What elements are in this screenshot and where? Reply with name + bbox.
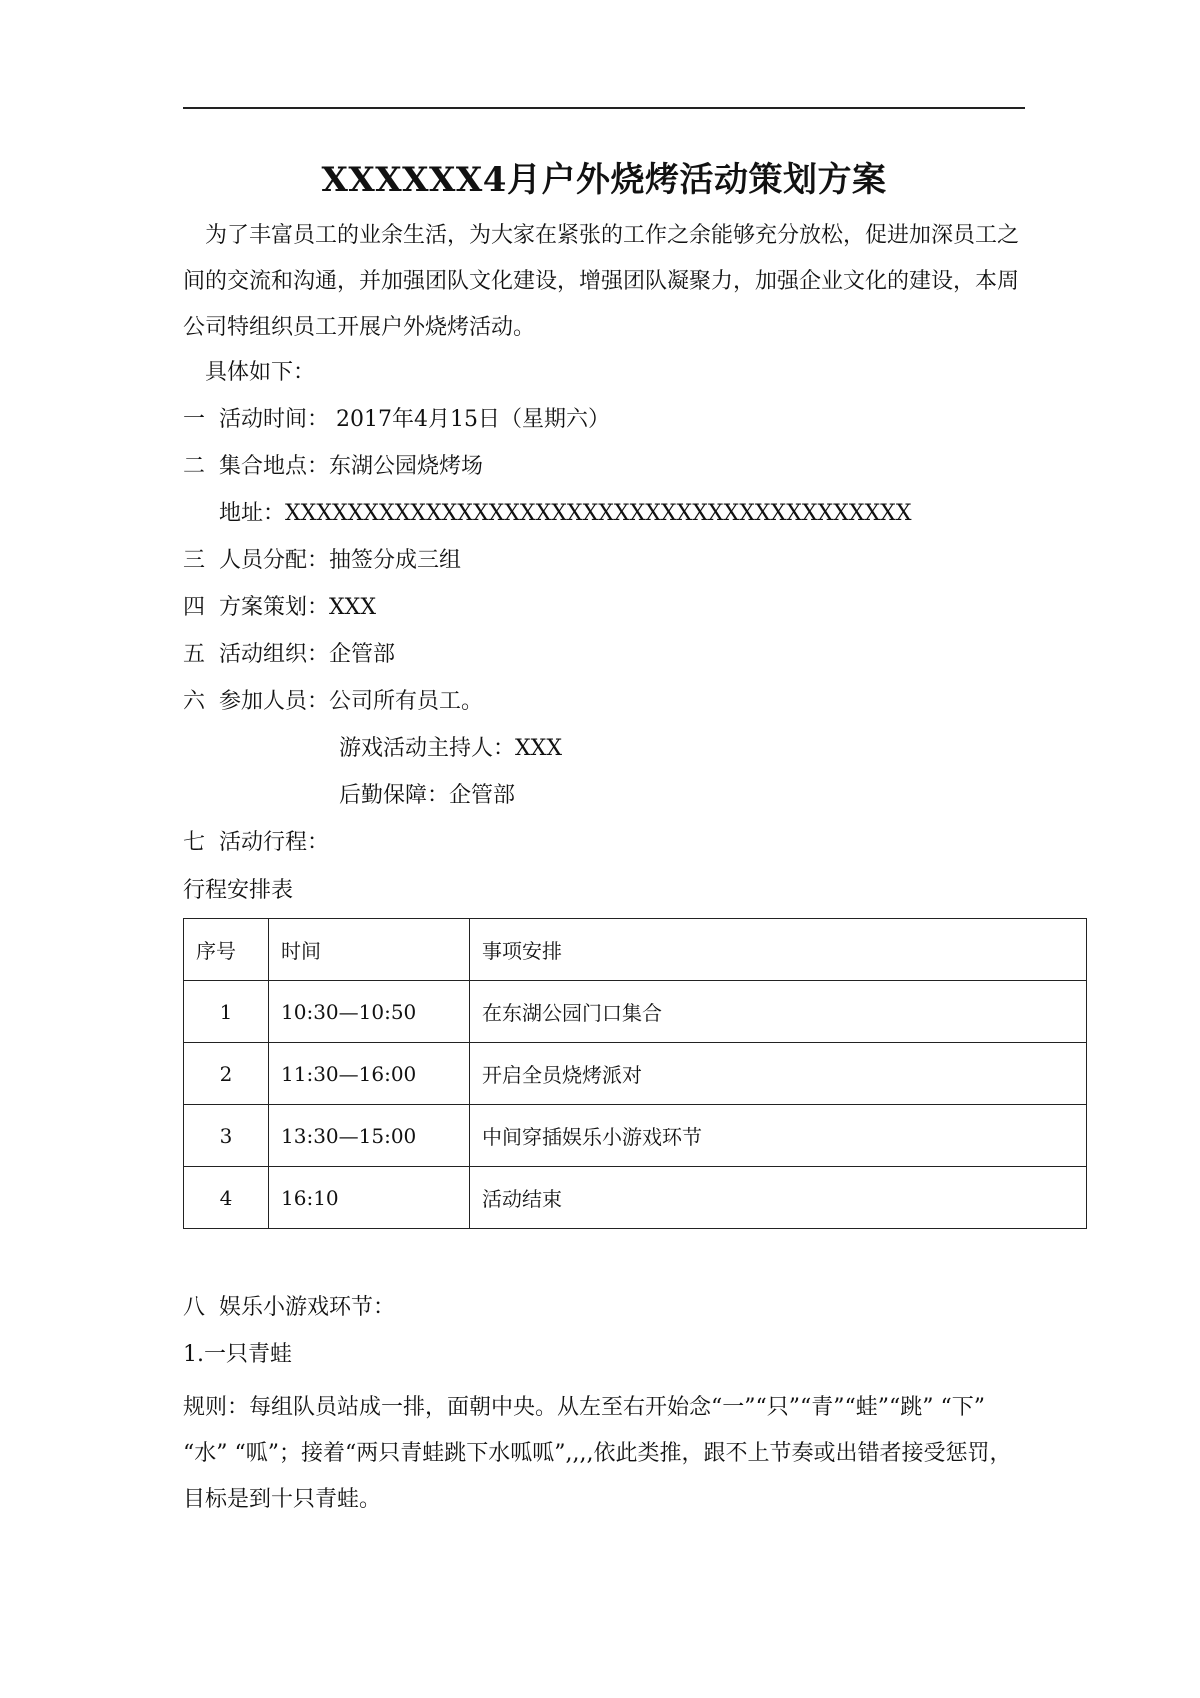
item-schedule [183,828,329,858]
item-participants [183,687,483,717]
table-row [184,1043,1087,1105]
table-caption: 行程安排表 [183,878,294,903]
item-number: 七 [183,830,206,855]
table-row [184,1105,1087,1167]
item-number: 三 [183,548,206,573]
cell-item: 在东湖公园门口集合 [470,981,1087,1043]
item-address: 地址：XXXXXXXXXXXXXXXXXXXXXXXXXXXXXXXXXXXXXXXX [219,501,912,526]
cell-item: 开启全员烧烤派对 [470,1043,1087,1105]
item-text: 活动行程： [219,830,330,855]
cell-item: 中间穿插娱乐小游戏环节 [470,1105,1087,1167]
intro-paragraph [183,213,1025,351]
item-planner [183,593,376,623]
cell-time: 10:30—10:50 [269,981,470,1043]
schedule-table [183,918,1087,1229]
cell-item: 活动结束 [470,1167,1087,1229]
document-title: XXXXXX4月户外烧烤活动策划方案 [321,160,887,200]
cell-number: 1 [184,981,269,1043]
item-text: 方案策划：XXX [219,595,376,620]
item-text: 参加人员：公司所有员工。 [219,689,484,714]
header-time: 时间 [269,919,470,981]
item-number: 二 [183,454,206,479]
item-number: 一 [183,407,206,432]
item-grouping [183,546,461,576]
table-row [184,1167,1087,1229]
item-text: 集合地点：东湖公园烧烤场 [219,454,484,479]
item-number: 五 [183,642,206,667]
details-intro: 具体如下： [205,360,316,385]
item-number: 四 [183,595,206,620]
cell-number: 3 [184,1105,269,1167]
item-text: 人员分配：抽签分成三组 [219,548,462,573]
item-text: 活动组织：企管部 [219,642,396,667]
section8-heading [183,1293,395,1323]
item-logistics: 后勤保障：企管部 [339,783,516,808]
header-number: 序号 [184,919,269,981]
item-text: 活动时间： 2017年4月15日（星期六） [219,407,610,432]
cell-number: 2 [184,1043,269,1105]
cell-time: 16:10 [269,1167,470,1229]
item-number: 六 [183,689,206,714]
table-row [184,981,1087,1043]
item-location [183,452,483,482]
item-time [183,405,610,435]
cell-time: 11:30—16:00 [269,1043,470,1105]
item-host: 游戏活动主持人：XXX [339,736,562,761]
header-item: 事项安排 [470,919,1087,981]
cell-time: 13:30—15:00 [269,1105,470,1167]
item-organizer [183,640,395,670]
header-rule [183,107,1025,109]
game1-rules: 规则：每组队员站成一排，面朝中央。从左至右开始念“一”“只”“青”“蛙”“跳” “下” “水” “呱”；接着“两只青蛙跳下水呱呱”,,,,依此类推，跟不上节奏或出错者接受惩罚，目标是到十只青蛙。 [183,1395,1012,1512]
table-header-row [184,919,1087,981]
game1-title: 1.一只青蛙 [183,1342,292,1367]
cell-number: 4 [184,1167,269,1229]
item-text: 娱乐小游戏环节： [219,1295,396,1320]
item-number: 八 [183,1295,206,1320]
intro-text: 为了丰富员工的业余生活，为大家在紧张的工作之余能够充分放松，促进加深员工之间的交流和沟通，并加强团队文化建设，增强团队凝聚力，加强企业文化的建设，本周公司特组织员工开展户外烧烤活动。 [183,223,1020,340]
